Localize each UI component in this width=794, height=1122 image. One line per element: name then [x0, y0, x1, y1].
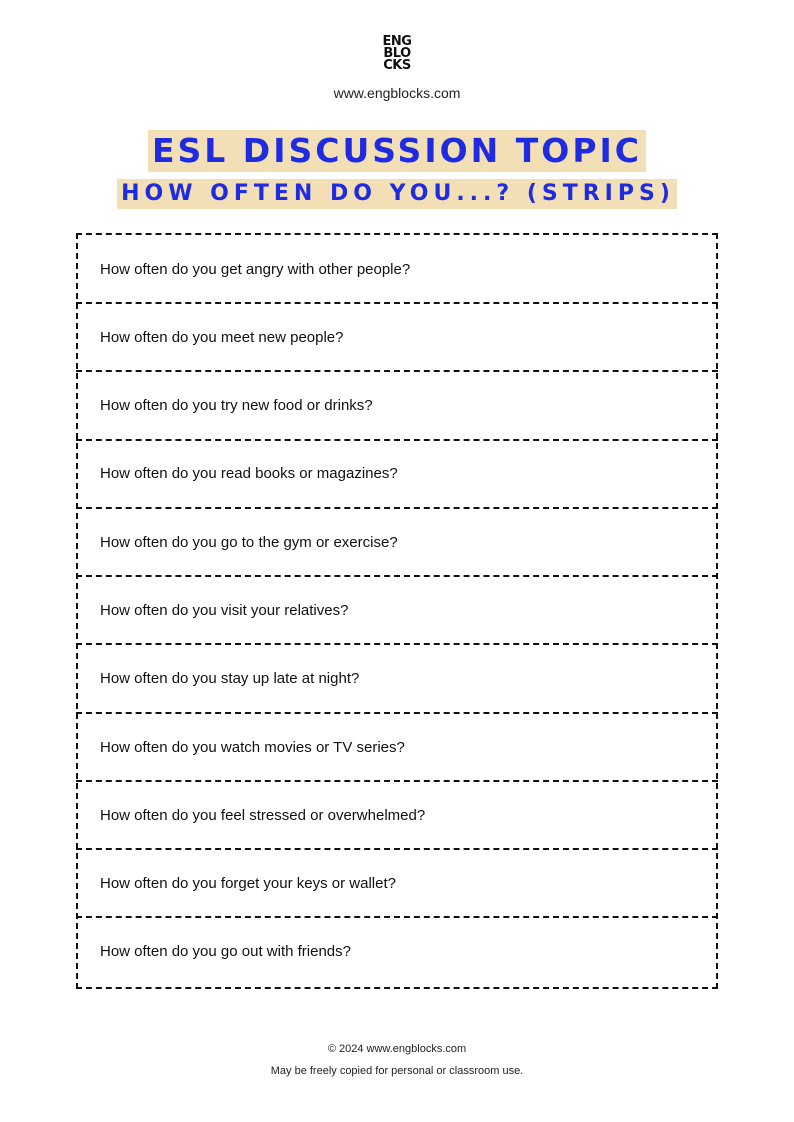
cut-line	[76, 712, 718, 714]
cut-line	[76, 848, 718, 850]
cut-line	[76, 439, 718, 441]
cut-line	[76, 370, 718, 372]
site-url: www.engblocks.com	[333, 85, 461, 101]
question-text: How often do you stay up late at night?	[100, 670, 360, 688]
logo-line-2: BLO	[383, 46, 411, 61]
logo-line-3: CKS	[383, 58, 411, 73]
cut-line	[76, 507, 718, 509]
subtitle-wrap	[0, 179, 794, 209]
question-strip	[78, 372, 716, 440]
logo-mark	[383, 36, 412, 72]
question-strip	[78, 713, 716, 781]
question-strip	[78, 781, 716, 849]
question-strip	[78, 508, 716, 576]
cut-line	[76, 916, 718, 918]
question-text: How often do you go to the gym or exercise?	[100, 533, 398, 551]
question-text: How often do you feel stressed or overwhelmed?	[100, 806, 426, 824]
cut-line	[76, 780, 718, 782]
page-subtitle: HOW OFTEN DO YOU...? (STRIPS)	[117, 179, 677, 209]
question-text: How often do you try new food or drinks?	[100, 397, 373, 415]
question-strips	[76, 233, 718, 989]
question-text: How often do you meet new people?	[100, 328, 344, 346]
question-text: How often do you forget your keys or wallet?	[100, 875, 396, 893]
question-strip	[78, 303, 716, 371]
question-strip	[78, 645, 716, 713]
page-title: ESL DISCUSSION TOPIC	[148, 130, 646, 172]
question-text: How often do you get angry with other people?	[100, 260, 411, 278]
question-strip	[78, 440, 716, 508]
question-text: How often do you visit your relatives?	[100, 601, 349, 619]
engblocks-logo	[0, 36, 794, 72]
cut-line	[76, 643, 718, 645]
title-wrap	[0, 130, 794, 172]
question-strip	[78, 576, 716, 644]
cut-line	[76, 302, 718, 304]
question-strip	[78, 918, 716, 986]
cut-line	[76, 575, 718, 577]
question-text: How often do you read books or magazines?	[100, 465, 398, 483]
footer-license: May be freely copied for personal or classroom use.	[270, 1065, 524, 1077]
question-text: How often do you go out with friends?	[100, 943, 351, 961]
footer-copyright: © 2024 www.engblocks.com	[327, 1043, 467, 1055]
question-strip	[78, 235, 716, 303]
logo-line-1: ENG	[382, 34, 412, 49]
question-text: How often do you watch movies or TV series?	[100, 738, 405, 756]
question-strip	[78, 849, 716, 917]
